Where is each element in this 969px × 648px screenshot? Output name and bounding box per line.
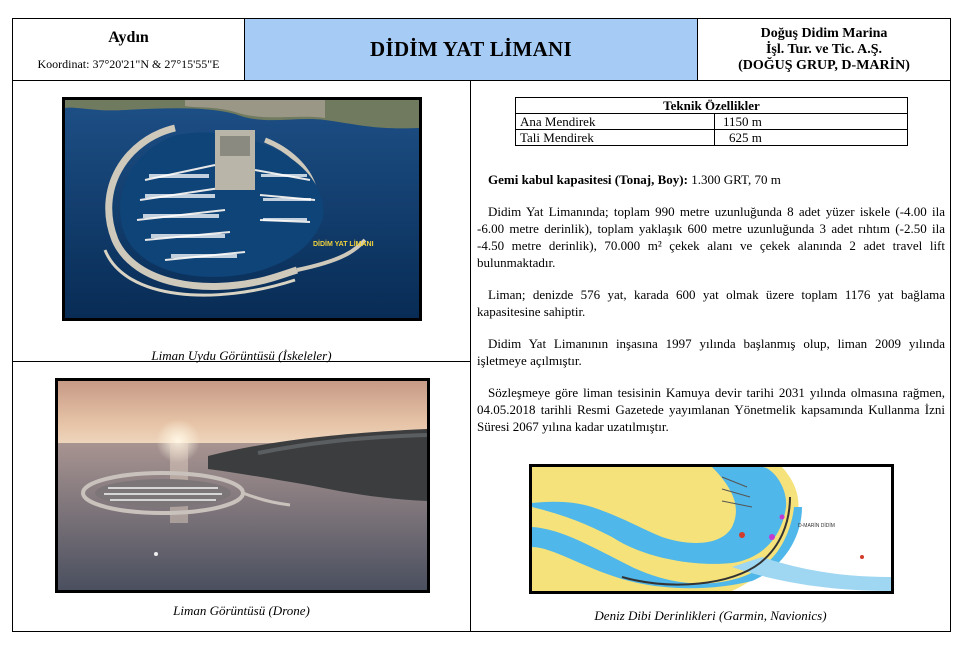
depth-chart-caption: Deniz Dibi Derinlikleri (Garmin, Navionics) [594, 608, 827, 623]
city-name: Aydın [108, 29, 149, 46]
satellite-label: DİDİM YAT LİMANI [313, 241, 374, 248]
location-header [13, 19, 245, 81]
paragraph-capacity: Liman; denizde 576 yat, karada 600 yat olmak üzere toplam 1176 yat bağlama kapasitesine sahiptir. [477, 287, 945, 319]
satellite-caption: Liman Uydu Görüntüsü (İskeleler) [151, 348, 332, 363]
spec-value: 625 m [715, 130, 908, 146]
description-text [477, 171, 945, 450]
spec-name: Ana Mendirek [516, 114, 715, 130]
table-row [516, 130, 908, 146]
depth-chart-image [529, 464, 894, 594]
tech-specs-table [515, 97, 908, 146]
operator-group: (DOĞUŞ GRUP, D-MARİN) [738, 58, 910, 73]
chart-label: D-MARİN DİDİM [798, 523, 835, 529]
paragraph-concession: Sözleşmeye göre liman tesisinin Kamuya devir tarihi 2031 yılında olmasına rağmen, 04.05.2018 tarihli Resmi Gazetede yayımlanan Yönetmelik kapsamında Kullanma İzni Süresi 2067 yılına kadar uzatılmıştır. [477, 385, 945, 434]
spec-value: 1150 m [715, 114, 908, 130]
details-cell [471, 81, 950, 631]
operator-company: İşl. Tur. ve Tic. A.Ş. [765, 42, 883, 57]
capacity-value: 1.300 GRT, 70 m [691, 172, 781, 187]
capacity-paragraph [477, 171, 945, 188]
spec-name: Tali Mendirek [516, 130, 715, 146]
satellite-image [62, 97, 422, 321]
capacity-label: Gemi kabul kapasitesi (Tonaj, Boy): [488, 172, 688, 187]
paragraph-history: Didim Yat Limanının inşasına 1997 yılında başlanmış olup, liman 2009 yılında işletmeye açılmıştır. [477, 336, 945, 368]
paragraph-facilities: Didim Yat Limanında; toplam 990 metre uzunluğunda 8 adet yüzer iskele (-4.00 ila -6.00 metre derinlik), toplam yaklaşık 600 metre uzunluğunda 3 adet rıhtım (-2.50 ila -4.50 metre derinlik), 70.000 m² çekek alanı ve çekek alanında 2 adet travel lift bulunmaktadır. [477, 204, 945, 270]
title-header [245, 19, 698, 81]
page-title: DİDİM YAT LİMANI [370, 37, 572, 61]
table-row [516, 114, 908, 130]
operator-header [698, 19, 950, 81]
drone-image [55, 378, 430, 593]
tech-specs-header: Teknik Özellikler [516, 98, 908, 114]
satellite-cell [13, 81, 471, 362]
operator-name: Doğuş Didim Marina [760, 26, 888, 41]
drone-cell [13, 362, 471, 631]
drone-caption: Liman Görüntüsü (Drone) [173, 603, 310, 618]
document-frame [12, 18, 951, 632]
coordinates: Koordinat: 37°20'21"N & 27°15'55"E [37, 57, 220, 71]
